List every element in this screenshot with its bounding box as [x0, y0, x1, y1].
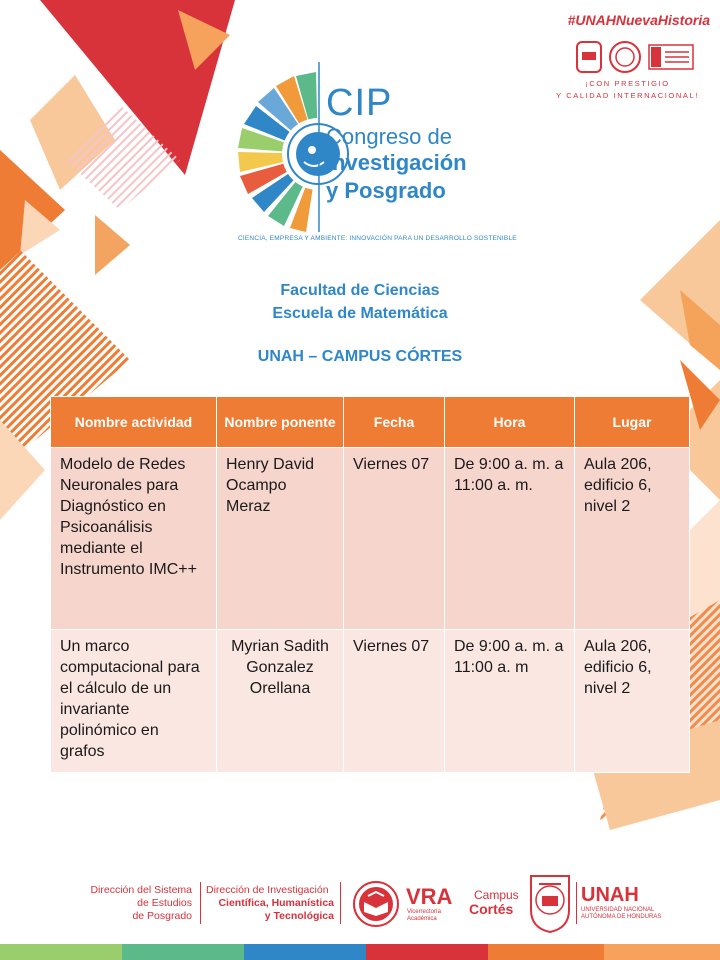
investigacion-line-1: Dirección de Investigación	[206, 884, 329, 896]
cell-hora: De 9:00 a. m. a 11:00 a. m.	[445, 448, 575, 630]
cell-ponente: Henry David Ocampo Meraz	[217, 448, 344, 630]
prestigio-line-2: Y CALIDAD INTERNACIONAL!	[556, 91, 699, 100]
vra-sub-line-1: Vicerrectoría	[407, 909, 441, 915]
schedule-table	[50, 396, 690, 773]
cip-name-line-1: Congreso de	[326, 124, 452, 149]
unah-subtitle	[581, 907, 661, 921]
header-lugar: Lugar	[575, 397, 690, 448]
cip-tagline: CIENCIA, EMPRESA Y AMBIENTE: INNOVACIÓN PARA UN DESARROLLO SOSTENIBLE	[238, 235, 517, 242]
footer-divider	[200, 882, 201, 924]
prestigio-text	[555, 78, 700, 102]
cell-lugar: Aula 206, edificio 6, nivel 2	[575, 448, 690, 630]
unah-sub-line-1: UNIVERSIDAD NACIONAL	[581, 907, 655, 913]
cip-abbreviation: CIP	[326, 82, 393, 124]
campus-label: Campus	[474, 888, 519, 902]
footer-divider	[340, 882, 341, 924]
shield-seal-icon	[577, 42, 601, 72]
header-actividad: Nombre actividad	[51, 397, 217, 448]
campus-title: UNAH – CAMPUS CÓRTES	[257, 348, 463, 365]
campus-name: Cortés	[469, 901, 514, 917]
color-bar-blue	[244, 944, 366, 960]
footer-divider	[576, 882, 577, 924]
header-hora: Hora	[445, 397, 575, 448]
prestigio-line-1: ¡CON PRESTIGIO	[585, 79, 670, 88]
cell-actividad: Modelo de Redes Neuronales para Diagnóstico en Psicoanálisis mediante el Instrumento IMC++	[51, 448, 217, 630]
table-row	[51, 448, 690, 630]
color-bar-light-orange	[604, 944, 720, 960]
cell-fecha: Viernes 07	[344, 630, 445, 773]
cell-fecha: Viernes 07	[344, 448, 445, 630]
round-seal-icon	[610, 42, 640, 72]
investigacion-line-2: Científica, Humanística	[218, 897, 334, 909]
investigacion-line-3: y Tecnológica	[264, 910, 334, 922]
header-ponente: Nombre ponente	[217, 397, 344, 448]
cip-sun-logo-icon	[236, 62, 326, 232]
cip-name-line-3: y Posgrado	[326, 178, 446, 203]
color-bar-red	[366, 944, 488, 960]
vra-subtitle	[407, 909, 441, 923]
vra-sub-line-2: Académica	[407, 916, 437, 922]
hashtag: #UNAHNuevaHistoria	[567, 12, 710, 28]
color-bar-orange	[488, 944, 604, 960]
sistema-line-1: Dirección del Sistema	[90, 884, 192, 896]
table-header-row	[51, 397, 690, 448]
cell-lugar: Aula 206, edificio 6, nivel 2	[575, 630, 690, 773]
unah-sub-line-2: AUTÓNOMA DE HONDURAS	[581, 914, 662, 920]
sistema-line-2: de Estudios	[137, 897, 192, 909]
cell-actividad: Un marco computacional para el cálculo de un invariante polinómico en grafos	[51, 630, 217, 773]
footer-investigacion	[206, 884, 334, 923]
ranking-seal-icon	[649, 45, 693, 69]
school-title: Escuela de Matemática	[272, 305, 448, 322]
vra-label: VRA	[406, 884, 453, 909]
cip-name-line-2: Investigación	[326, 150, 467, 175]
color-bar-green	[0, 944, 122, 960]
footer-sistema-posgrado	[60, 884, 192, 923]
cell-ponente: Myrian Sadith Gonzalez Orellana	[217, 630, 344, 773]
table-row	[51, 630, 690, 773]
unah-crest-icon	[527, 870, 573, 934]
vra-book-icon	[352, 880, 400, 928]
header-fecha: Fecha	[344, 397, 445, 448]
faculty-title: Facultad de Ciencias	[280, 282, 440, 299]
institution-seals	[575, 40, 695, 74]
unah-label: UNAH	[581, 884, 639, 906]
sistema-line-3: de Posgrado	[132, 910, 192, 922]
color-bar-teal	[122, 944, 244, 960]
cell-hora: De 9:00 a. m. a 11:00 a. m	[445, 630, 575, 773]
